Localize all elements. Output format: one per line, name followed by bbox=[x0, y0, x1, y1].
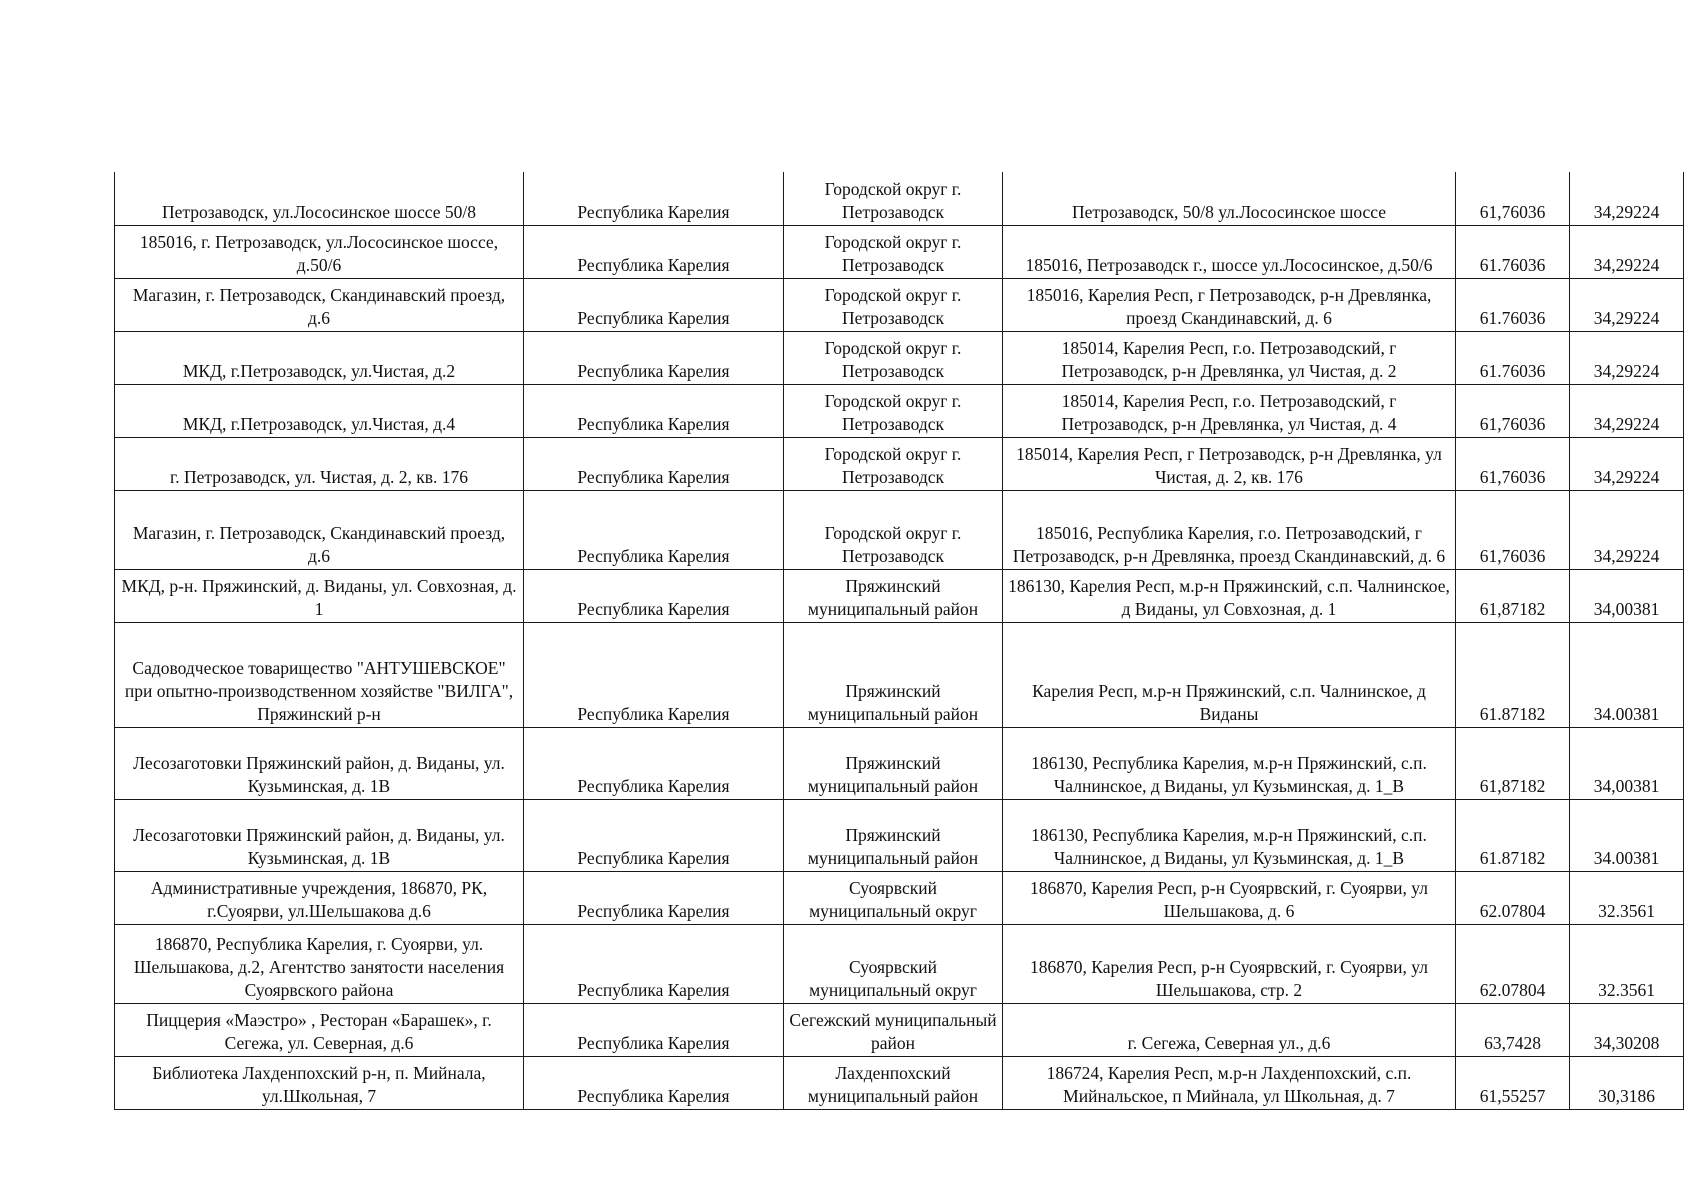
address-cell: 185014, Карелия Респ, г.о. Петрозаводский, г Петрозаводск, р-н Древлянка, ул Чистая, д. 4 bbox=[1003, 384, 1456, 437]
address-cell: Петрозаводск, 50/8 ул.Лососинское шоссе bbox=[1003, 172, 1456, 225]
table-row bbox=[115, 278, 1684, 331]
address-cell: 185016, Карелия Респ, г Петрозаводск, р-н Древлянка, проезд Скандинавский, д. 6 bbox=[1003, 278, 1456, 331]
table-row bbox=[115, 622, 1684, 727]
municipality-cell: Городской округ г. Петрозаводск bbox=[784, 278, 1003, 331]
address-cell: 185016, Республика Карелия, г.о. Петрозаводский, г Петрозаводск, р-н Древлянка, проезд Скандинавский, д. 6 bbox=[1003, 490, 1456, 569]
table-row bbox=[115, 384, 1684, 437]
municipality-cell: Городской округ г. Петрозаводск bbox=[784, 437, 1003, 490]
object-cell: г. Петрозаводск, ул. Чистая, д. 2, кв. 176 bbox=[115, 437, 524, 490]
table-row bbox=[115, 490, 1684, 569]
municipality-cell: Пряжинский муниципальный район bbox=[784, 622, 1003, 727]
address-cell: 186724, Карелия Респ, м.р-н Лахденпохский, с.п. Мийнальское, п Мийнала, ул Школьная, д. 7 bbox=[1003, 1056, 1456, 1109]
region-cell: Республика Карелия bbox=[524, 278, 784, 331]
object-cell: Лесозаготовки Пряжинский район, д. Виданы, ул. Кузьминская, д. 1В bbox=[115, 727, 524, 799]
region-cell: Республика Карелия bbox=[524, 437, 784, 490]
municipality-cell: Пряжинский муниципальный район bbox=[784, 727, 1003, 799]
address-cell: 185014, Карелия Респ, г.о. Петрозаводский, г Петрозаводск, р-н Древлянка, ул Чистая, д. 2 bbox=[1003, 331, 1456, 384]
longitude-cell: 34,29224 bbox=[1570, 278, 1684, 331]
latitude-cell: 61.87182 bbox=[1456, 799, 1570, 871]
municipality-cell: Городской округ г. Петрозаводск bbox=[784, 490, 1003, 569]
object-cell: Магазин, г. Петрозаводск, Скандинавский проезд, д.6 bbox=[115, 490, 524, 569]
region-cell: Республика Карелия bbox=[524, 331, 784, 384]
longitude-cell: 34,29224 bbox=[1570, 490, 1684, 569]
object-cell: МКД, г.Петрозаводск, ул.Чистая, д.2 bbox=[115, 331, 524, 384]
address-cell: 186870, Карелия Респ, р-н Суоярвский, г. Суоярви, ул Шельшакова, стр. 2 bbox=[1003, 924, 1456, 1003]
latitude-cell: 61,87182 bbox=[1456, 727, 1570, 799]
municipality-cell: Пряжинский муниципальный район bbox=[784, 799, 1003, 871]
object-cell: 186870, Республика Карелия, г. Суоярви, ул. Шельшакова, д.2, Агентство занятости населения Суоярвского района bbox=[115, 924, 524, 1003]
object-cell: Петрозаводск, ул.Лососинское шоссе 50/8 bbox=[115, 172, 524, 225]
object-cell: Административные учреждения, 186870, РК, г.Суоярви, ул.Шельшакова д.6 bbox=[115, 871, 524, 924]
object-cell: Пиццерия «Маэстро» , Ресторан «Барашек», г. Сегежа, ул. Северная, д.6 bbox=[115, 1003, 524, 1056]
latitude-cell: 62.07804 bbox=[1456, 871, 1570, 924]
longitude-cell: 34,29224 bbox=[1570, 331, 1684, 384]
table-row bbox=[115, 799, 1684, 871]
table-row bbox=[115, 1056, 1684, 1109]
municipality-cell: Суоярвский муниципальный округ bbox=[784, 871, 1003, 924]
table-row bbox=[115, 331, 1684, 384]
municipality-cell: Городской округ г. Петрозаводск bbox=[784, 225, 1003, 278]
latitude-cell: 62.07804 bbox=[1456, 924, 1570, 1003]
address-cell: Карелия Респ, м.р-н Пряжинский, с.п. Чалнинское, д Виданы bbox=[1003, 622, 1456, 727]
latitude-cell: 63,7428 bbox=[1456, 1003, 1570, 1056]
table-row bbox=[115, 871, 1684, 924]
table-row bbox=[115, 1003, 1684, 1056]
region-cell: Республика Карелия bbox=[524, 225, 784, 278]
object-cell: Магазин, г. Петрозаводск, Скандинавский проезд, д.6 bbox=[115, 278, 524, 331]
region-cell: Республика Карелия bbox=[524, 1003, 784, 1056]
table-row bbox=[115, 924, 1684, 1003]
table-row bbox=[115, 172, 1684, 225]
region-cell: Республика Карелия bbox=[524, 172, 784, 225]
region-cell: Республика Карелия bbox=[524, 622, 784, 727]
latitude-cell: 61,87182 bbox=[1456, 569, 1570, 622]
longitude-cell: 34,29224 bbox=[1570, 172, 1684, 225]
municipality-cell: Пряжинский муниципальный район bbox=[784, 569, 1003, 622]
latitude-cell: 61,76036 bbox=[1456, 384, 1570, 437]
address-cell: 185014, Карелия Респ, г Петрозаводск, р-н Древлянка, ул Чистая, д. 2, кв. 176 bbox=[1003, 437, 1456, 490]
object-cell: МКД, р-н. Пряжинский, д. Виданы, ул. Совхозная, д. 1 bbox=[115, 569, 524, 622]
latitude-cell: 61,55257 bbox=[1456, 1056, 1570, 1109]
address-cell: г. Сегежа, Северная ул., д.6 bbox=[1003, 1003, 1456, 1056]
longitude-cell: 34,00381 bbox=[1570, 727, 1684, 799]
address-cell: 185016, Петрозаводск г., шоссе ул.Лососинское, д.50/6 bbox=[1003, 225, 1456, 278]
table-row bbox=[115, 437, 1684, 490]
object-cell: Лесозаготовки Пряжинский район, д. Виданы, ул. Кузьминская, д. 1В bbox=[115, 799, 524, 871]
region-cell: Республика Карелия bbox=[524, 799, 784, 871]
address-cell: 186870, Карелия Респ, р-н Суоярвский, г. Суоярви, ул Шельшакова, д. 6 bbox=[1003, 871, 1456, 924]
object-cell: Библиотека Лахденпохский р-н, п. Мийнала, ул.Школьная, 7 bbox=[115, 1056, 524, 1109]
longitude-cell: 34,00381 bbox=[1570, 569, 1684, 622]
object-cell: Садоводческое товарищество "АНТУШЕВСКОЕ" при опытно-производственном хозяйстве "ВИЛГА", Пряжинский р-н bbox=[115, 622, 524, 727]
municipality-cell: Суоярвский муниципальный округ bbox=[784, 924, 1003, 1003]
latitude-cell: 61,76036 bbox=[1456, 172, 1570, 225]
longitude-cell: 30,3186 bbox=[1570, 1056, 1684, 1109]
address-cell: 186130, Республика Карелия, м.р-н Пряжинский, с.п. Чалнинское, д Виданы, ул Кузьминская, д. 1_В bbox=[1003, 727, 1456, 799]
latitude-cell: 61,76036 bbox=[1456, 437, 1570, 490]
address-registry-table bbox=[114, 172, 1684, 1110]
latitude-cell: 61.76036 bbox=[1456, 331, 1570, 384]
municipality-cell: Городской округ г. Петрозаводск bbox=[784, 172, 1003, 225]
object-cell: 185016, г. Петрозаводск, ул.Лососинское шоссе, д.50/6 bbox=[115, 225, 524, 278]
municipality-cell: Лахденпохский муниципальный район bbox=[784, 1056, 1003, 1109]
latitude-cell: 61.87182 bbox=[1456, 622, 1570, 727]
table-row bbox=[115, 225, 1684, 278]
table-row bbox=[115, 569, 1684, 622]
region-cell: Республика Карелия bbox=[524, 569, 784, 622]
municipality-cell: Сегежский муниципальный район bbox=[784, 1003, 1003, 1056]
longitude-cell: 32.3561 bbox=[1570, 924, 1684, 1003]
region-cell: Республика Карелия bbox=[524, 1056, 784, 1109]
municipality-cell: Городской округ г. Петрозаводск bbox=[784, 384, 1003, 437]
latitude-cell: 61.76036 bbox=[1456, 225, 1570, 278]
longitude-cell: 32.3561 bbox=[1570, 871, 1684, 924]
longitude-cell: 34,29224 bbox=[1570, 225, 1684, 278]
region-cell: Республика Карелия bbox=[524, 924, 784, 1003]
address-cell: 186130, Республика Карелия, м.р-н Пряжинский, с.п. Чалнинское, д Виданы, ул Кузьминская, д. 1_В bbox=[1003, 799, 1456, 871]
region-cell: Республика Карелия bbox=[524, 384, 784, 437]
region-cell: Республика Карелия bbox=[524, 490, 784, 569]
latitude-cell: 61,76036 bbox=[1456, 490, 1570, 569]
address-cell: 186130, Карелия Респ, м.р-н Пряжинский, с.п. Чалнинское, д Виданы, ул Совхозная, д. 1 bbox=[1003, 569, 1456, 622]
longitude-cell: 34,29224 bbox=[1570, 384, 1684, 437]
table-row bbox=[115, 727, 1684, 799]
latitude-cell: 61.76036 bbox=[1456, 278, 1570, 331]
region-cell: Республика Карелия bbox=[524, 727, 784, 799]
longitude-cell: 34,30208 bbox=[1570, 1003, 1684, 1056]
longitude-cell: 34,29224 bbox=[1570, 437, 1684, 490]
longitude-cell: 34.00381 bbox=[1570, 622, 1684, 727]
municipality-cell: Городской округ г. Петрозаводск bbox=[784, 331, 1003, 384]
longitude-cell: 34.00381 bbox=[1570, 799, 1684, 871]
object-cell: МКД, г.Петрозаводск, ул.Чистая, д.4 bbox=[115, 384, 524, 437]
region-cell: Республика Карелия bbox=[524, 871, 784, 924]
